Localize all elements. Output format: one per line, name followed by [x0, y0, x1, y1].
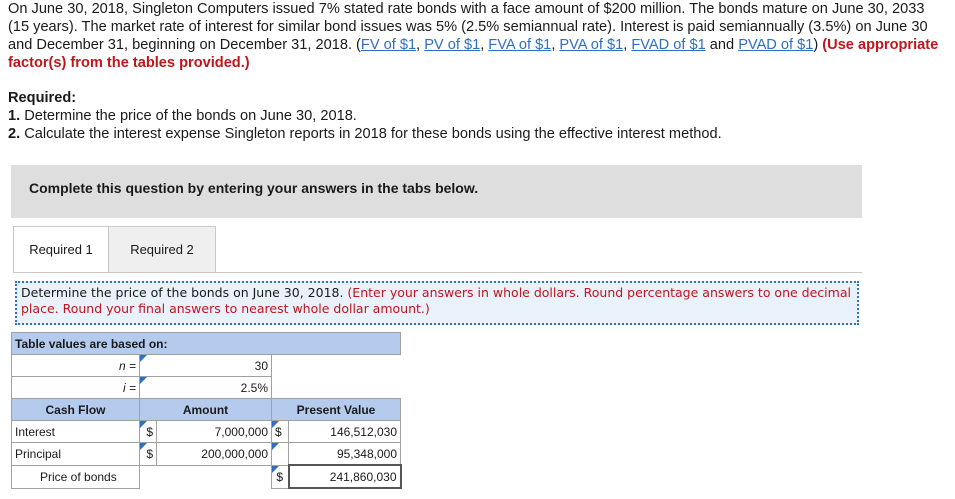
price-of-bonds-label: Price of bonds: [12, 465, 140, 488]
price-of-bonds-input[interactable]: 241,860,030: [289, 465, 401, 488]
required-title: Required:: [8, 90, 77, 106]
tab-divider: [13, 272, 862, 273]
header-cash-flow: Cash Flow: [12, 399, 140, 421]
interest-pv-input[interactable]: 146,512,030: [289, 421, 401, 443]
i-label: i =: [12, 377, 140, 399]
table-row: [12, 443, 401, 466]
required-item-2: 2. Calculate the interest expense Singleton reports in 2018 for these bonds using the effective interest method.: [8, 126, 722, 142]
currency-symbol: $: [140, 421, 157, 443]
currency-symbol: $: [272, 465, 289, 488]
answer-instructions: Determine the price of the bonds on June 30, 2018. (Enter your answers in whole dollars. Round percentage answers to one decimal place. Round your final answers to nearest whole dollar amount.): [15, 281, 859, 325]
n-input[interactable]: 30: [140, 355, 272, 377]
row-label-interest: Interest: [12, 421, 140, 443]
factor-instruction: (Use appropriate factor(s) from the tables provided.): [8, 37, 939, 71]
header-present-value: Present Value: [272, 399, 401, 421]
link-pvad-of-1[interactable]: PVAD of $1: [738, 37, 814, 53]
link-pva-of-1[interactable]: PVA of $1: [559, 37, 624, 53]
tab-required-1[interactable]: Required 1: [13, 226, 109, 273]
currency-symbol: [272, 443, 289, 466]
link-fv-of-1[interactable]: FV of $1: [360, 37, 417, 53]
problem-text: On June 30, 2018, Singleton Computers issued 7% stated rate bonds with a face amount of $200 million. The bonds mature on June 30, 2033 (15 years). The market rate of interest for similar bond issues was 5% (2.5% semiannual rate). Interest is paid semiannually (3.5%) on June 30 and December 31, beginning on December 31, 2018. (FV of $1, PV of $1, FVA of $1, PVA of $1, FVAD of $1 and PVAD of $1) (Use appropriate factor(s) from the tables provided.): [8, 1, 939, 71]
principal-amount-input[interactable]: 200,000,000: [157, 443, 272, 466]
instruction-banner: Complete this question by entering your answers in the tabs below.: [11, 165, 862, 218]
link-pv-of-1[interactable]: PV of $1: [424, 37, 481, 53]
table-title: Table values are based on:: [12, 333, 401, 355]
table-row: [12, 421, 401, 443]
tab-required-2[interactable]: Required 2: [108, 226, 216, 273]
header-amount: Amount: [140, 399, 272, 421]
principal-pv-input[interactable]: 95,348,000: [289, 443, 401, 466]
row-label-principal: Principal: [12, 443, 140, 466]
table-row-total: [12, 465, 401, 488]
n-label: n =: [12, 355, 140, 377]
i-input[interactable]: 2.5%: [140, 377, 272, 399]
currency-symbol: $: [272, 421, 289, 443]
link-fvad-of-1[interactable]: FVAD of $1: [631, 37, 706, 53]
link-fva-of-1[interactable]: FVA of $1: [488, 37, 552, 53]
required-item-1: 1. Determine the price of the bonds on June 30, 2018.: [8, 108, 357, 124]
interest-amount-input[interactable]: 7,000,000: [157, 421, 272, 443]
present-value-table: [11, 332, 402, 489]
currency-symbol: $: [140, 443, 157, 466]
